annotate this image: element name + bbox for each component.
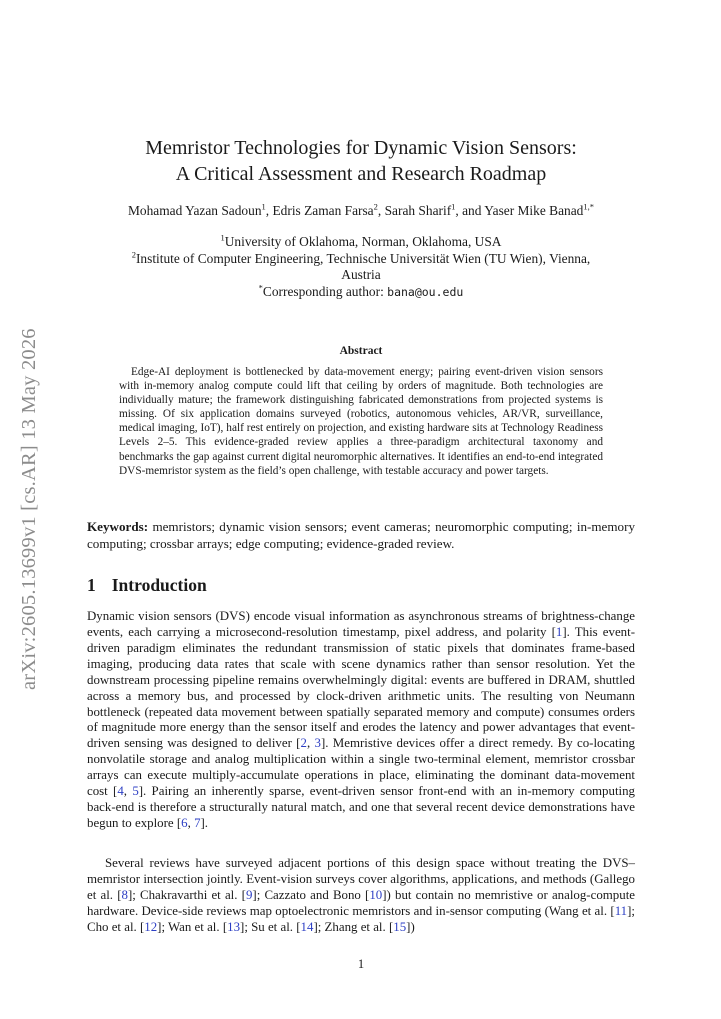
body-text: ]) but contain no memristive or analog-compute hardware. Device-side reviews map optoelectronic memristors and in-sensor computing (Wang et al. [ bbox=[87, 887, 635, 918]
affiliation-mark: 2 bbox=[131, 249, 136, 260]
body-text: ]; Cho et al. [ bbox=[87, 903, 635, 934]
author-list bbox=[83, 203, 639, 219]
body-text: ]; Wan et al. [ bbox=[157, 919, 228, 934]
author-separator: , bbox=[265, 203, 273, 218]
corresponding-email[interactable]: bana@ou.edu bbox=[387, 285, 464, 299]
section-title: Introduction bbox=[111, 575, 207, 595]
keywords-label: Keywords: bbox=[87, 519, 149, 534]
corresponding-author bbox=[87, 284, 635, 301]
author-separator: , bbox=[377, 203, 385, 218]
affiliation-text: Institute of Computer Engineering, Technische Universität Wien (TU Wien), Vienna, bbox=[135, 250, 591, 266]
author-affiliation-mark: 1,* bbox=[583, 201, 594, 212]
citation-link[interactable]: 8 bbox=[121, 887, 128, 902]
arxiv-identifier: arXiv:2605.13699v1 [cs.AR] 13 May 2026 bbox=[18, 328, 40, 690]
body-text: ]; Chakravarthi et al. [ bbox=[127, 887, 246, 902]
body-text: ]; Zhang et al. [ bbox=[313, 919, 394, 934]
citation-link[interactable]: 14 bbox=[300, 919, 314, 934]
citation-link[interactable]: 3 bbox=[314, 736, 321, 751]
author-affiliation-mark: 2 bbox=[373, 201, 378, 212]
body-text: Several reviews have surveyed adjacent portions of this design space without treating the DVS–memristor intersection jointly. Event-vision surveys cover algorithms, applications, and methods (Gallego et al. [ bbox=[87, 856, 635, 902]
arxiv-stamp bbox=[14, 290, 50, 690]
citation-link[interactable]: 13 bbox=[227, 919, 241, 934]
citation-link[interactable]: 2 bbox=[300, 736, 307, 751]
author-affiliation-mark: 1 bbox=[451, 201, 456, 212]
body-text: ]. Pairing an inherently sparse, event-driven sensor front-end with an in-memory computing back-end is therefore a structurally natural match, and one that several recent device demonstrations have begun to explore [ bbox=[87, 784, 636, 830]
body-text: ]; Cazzato and Bono [ bbox=[252, 887, 370, 902]
body-text: Dynamic vision sensors (DVS) encode visual information as asynchronous streams of brightness-change events, each carrying a microsecond-resolution timestamp, pixel address, and polarity [ bbox=[87, 609, 635, 639]
corresponding-mark: * bbox=[258, 282, 263, 293]
citation-link[interactable]: 12 bbox=[144, 919, 158, 934]
author-name: Yaser Mike Banad bbox=[484, 203, 584, 218]
citation-link[interactable]: 1 bbox=[555, 624, 563, 639]
affiliation-2-cont: Austria bbox=[341, 267, 381, 282]
affiliation-2 bbox=[87, 251, 635, 268]
title-line-2: A Critical Assessment and Research Roadmap bbox=[175, 163, 547, 185]
author-name: Sarah Sharif bbox=[384, 203, 452, 218]
body-text: , bbox=[123, 784, 133, 799]
affiliation-text: University of Oklahoma, Norman, Oklahoma, USA bbox=[224, 234, 502, 249]
author-affiliation-mark: 1 bbox=[261, 201, 266, 212]
page-number: 1 bbox=[357, 957, 365, 971]
abstract-heading: Abstract bbox=[339, 345, 383, 357]
body-text: ]. bbox=[200, 815, 209, 830]
body-text: , bbox=[306, 736, 315, 751]
citation-link[interactable]: 15 bbox=[393, 919, 407, 934]
body-text: ]) bbox=[406, 919, 415, 934]
section-number: 1 bbox=[87, 575, 96, 595]
paper-title bbox=[87, 135, 635, 187]
author-name: Mohamad Yazan Sadoun bbox=[128, 203, 262, 218]
author-separator: , and bbox=[455, 203, 485, 218]
affiliation-1 bbox=[87, 234, 635, 251]
keywords bbox=[87, 519, 635, 552]
body-text: ]. This event-driven paradigm eliminates the redundant transmission of static pixels that dominates frame-based imaging, producing data rates that scale with scene dynamics rather than sensor resolution. Yet the downstream processing pipeline remains overwhelmingly digital: events are buffered in DRAM, shuttled across a memory bus, and processed by clock-driven arithmetic units. The resulting von Neumann bottleneck (repeated data movement between spatially separated memory and compute) consumes orders of magnitude more energy than the sensor itself and erodes the latency and power advantages that event-driven sensing was designed to deliver [ bbox=[87, 624, 636, 751]
section-heading bbox=[87, 575, 207, 596]
body-text: , bbox=[187, 815, 195, 830]
citation-link[interactable]: 4 bbox=[117, 784, 124, 799]
citation-link[interactable]: 5 bbox=[132, 784, 139, 799]
citation-link[interactable]: 7 bbox=[194, 815, 201, 830]
citation-link[interactable]: 6 bbox=[181, 815, 188, 830]
body-text: ]. Memristive devices offer a direct remedy. By co-locating nonvolatile storage and analog multiplication within a single two-terminal element, memristor crossbar arrays can execute multiply-accumulate operations in place, eliminating the dominant data-movement cost [ bbox=[87, 736, 636, 799]
affiliation-mark: 1 bbox=[220, 232, 225, 243]
intro-paragraph-2 bbox=[87, 856, 635, 936]
intro-paragraph-1 bbox=[87, 609, 635, 832]
keywords-text: memristors; dynamic vision sensors; event cameras; neuromorphic computing; in-memory computing; crossbar arrays; edge computing; evidence-graded review. bbox=[87, 519, 635, 551]
citation-link[interactable]: 10 bbox=[369, 887, 383, 902]
author-name: Edris Zaman Farsa bbox=[272, 203, 374, 218]
body-text: ]; Su et al. [ bbox=[240, 919, 301, 934]
citation-link[interactable]: 11 bbox=[614, 903, 628, 918]
corresponding-label: Corresponding author: bbox=[262, 284, 388, 299]
title-line-1: Memristor Technologies for Dynamic Vision Sensors: bbox=[145, 137, 577, 159]
citation-link[interactable]: 9 bbox=[245, 887, 253, 902]
abstract-text: Edge-AI deployment is bottlenecked by data-movement energy; pairing event-driven vision sensors with in-memory analog compute could lift that ceiling by orders of magnitude. Both technologies are individually mature; the framework distinguishing fabricated demonstrations from projected systems is missing. Of six application domains surveyed (robotics, autonomous vehicles, AR/VR, surveillance, medical imaging, IoT), half rest entirely on projection, and existing hardware sits at Technology Readiness Levels 2–5. This evidence-graded review applies a three-paradigm architectural taxonomy and benchmarks the gap against current digital neuromorphic alternatives. It identifies an end-to-end integrated DVS-memristor system as the field’s open challenge, with testable accuracy and power targets. bbox=[119, 366, 603, 477]
